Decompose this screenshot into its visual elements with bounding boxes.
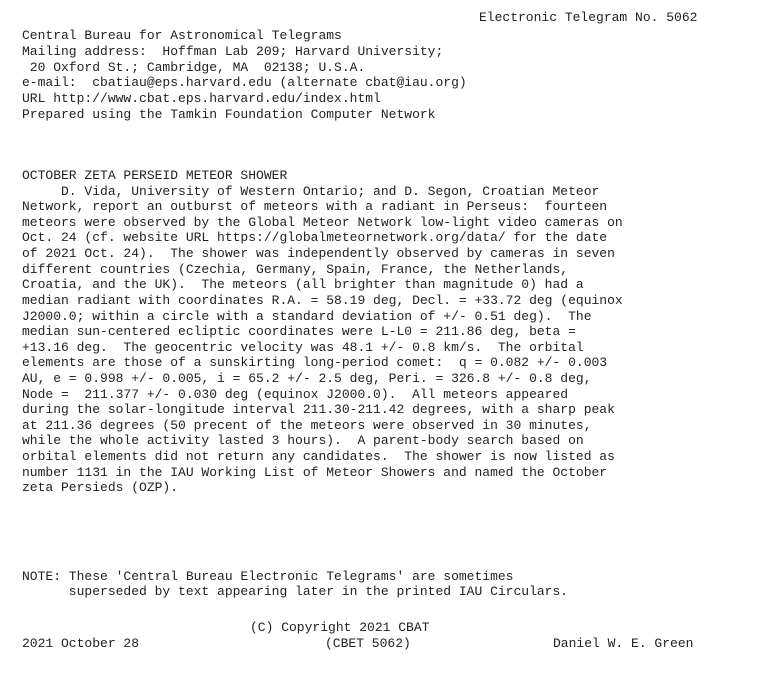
body-line-4: Oct. 24 (cf. website URL https://globalmeteornetwork.org/data/ for the date	[22, 230, 608, 245]
body-line-16: at 211.36 degrees (50 precent of the meteors were observed in 30 minutes,	[22, 418, 592, 433]
telegram-number: Electronic Telegram No. 5062	[479, 10, 698, 25]
body-line-5: of 2021 Oct. 24). The shower was independently observed by cameras in seven	[22, 246, 615, 261]
body-line-7: Croatia, and the UK). The meteors (all brighter than magnitude 0) had a	[22, 277, 584, 292]
body-line-12: elements are those of a sunskirting long-period comet: q = 0.082 +/- 0.003	[22, 355, 608, 370]
header-line-5: URL http://www.cbat.eps.harvard.edu/index.html	[22, 91, 381, 106]
body-line-3: meteors were observed by the Global Meteor Network low-light video cameras on	[22, 215, 623, 230]
body-line-8: median radiant with coordinates R.A. = 58.19 deg, Decl. = +33.72 deg (equinox	[22, 293, 623, 308]
header-line-3: 20 Oxford St.; Cambridge, MA 02138; U.S.A.	[22, 60, 366, 75]
note-line-1: NOTE: These 'Central Bureau Electronic Telegrams' are sometimes	[22, 569, 514, 584]
body-line-10: median sun-centered ecliptic coordinates were L-L0 = 211.86 deg, beta =	[22, 324, 576, 339]
body-line-11: +13.16 deg. The geocentric velocity was 48.1 +/- 0.8 km/s. The orbital	[22, 340, 584, 355]
body-line-6: different countries (Czechia, Germany, Spain, France, the Netherlands,	[22, 262, 569, 277]
body-line-18: orbital elements did not return any candidates. The shower is now listed as	[22, 449, 615, 464]
header-line-6: Prepared using the Tamkin Foundation Computer Network	[22, 107, 436, 122]
report-title: OCTOBER ZETA PERSEID METEOR SHOWER	[22, 168, 288, 183]
body-line-1: D. Vida, University of Western Ontario; and D. Segon, Croatian Meteor	[22, 184, 600, 199]
header-line-4: e-mail: cbatiau@eps.harvard.edu (alternate cbat@iau.org)	[22, 75, 467, 90]
body-line-15: during the solar-longitude interval 211.30-211.42 degrees, with a sharp peak	[22, 402, 615, 417]
body-line-19: number 1131 in the IAU Working List of Meteor Showers and named the October	[22, 465, 608, 480]
body-line-20: zeta Persieds (OZP).	[22, 480, 179, 495]
header-line-1: Central Bureau for Astronomical Telegrams	[22, 28, 342, 43]
author-name: Daniel W. E. Green	[553, 636, 694, 651]
body-line-9: J2000.0; within a circle with a standard deviation of +/- 0.51 deg). The	[22, 309, 592, 324]
cbet-number: (CBET 5062)	[325, 636, 411, 651]
header-line-2: Mailing address: Hoffman Lab 209; Harvard University;	[22, 44, 444, 59]
copyright-notice: (C) Copyright 2021 CBAT	[250, 620, 430, 635]
note-line-2: superseded by text appearing later in the printed IAU Circulars.	[22, 584, 569, 599]
body-line-2: Network, report an outburst of meteors with a radiant in Perseus: fourteen	[22, 199, 608, 214]
body-line-13: AU, e = 0.998 +/- 0.005, i = 65.2 +/- 2.5 deg, Peri. = 326.8 +/- 0.8 deg,	[22, 371, 592, 386]
telegram-date: 2021 October 28	[22, 636, 140, 651]
body-line-17: while the whole activity lasted 3 hours). A parent-body search based on	[22, 433, 584, 448]
body-line-14: Node = 211.377 +/- 0.030 deg (equinox J2000.0). All meteors appeared	[22, 387, 569, 402]
